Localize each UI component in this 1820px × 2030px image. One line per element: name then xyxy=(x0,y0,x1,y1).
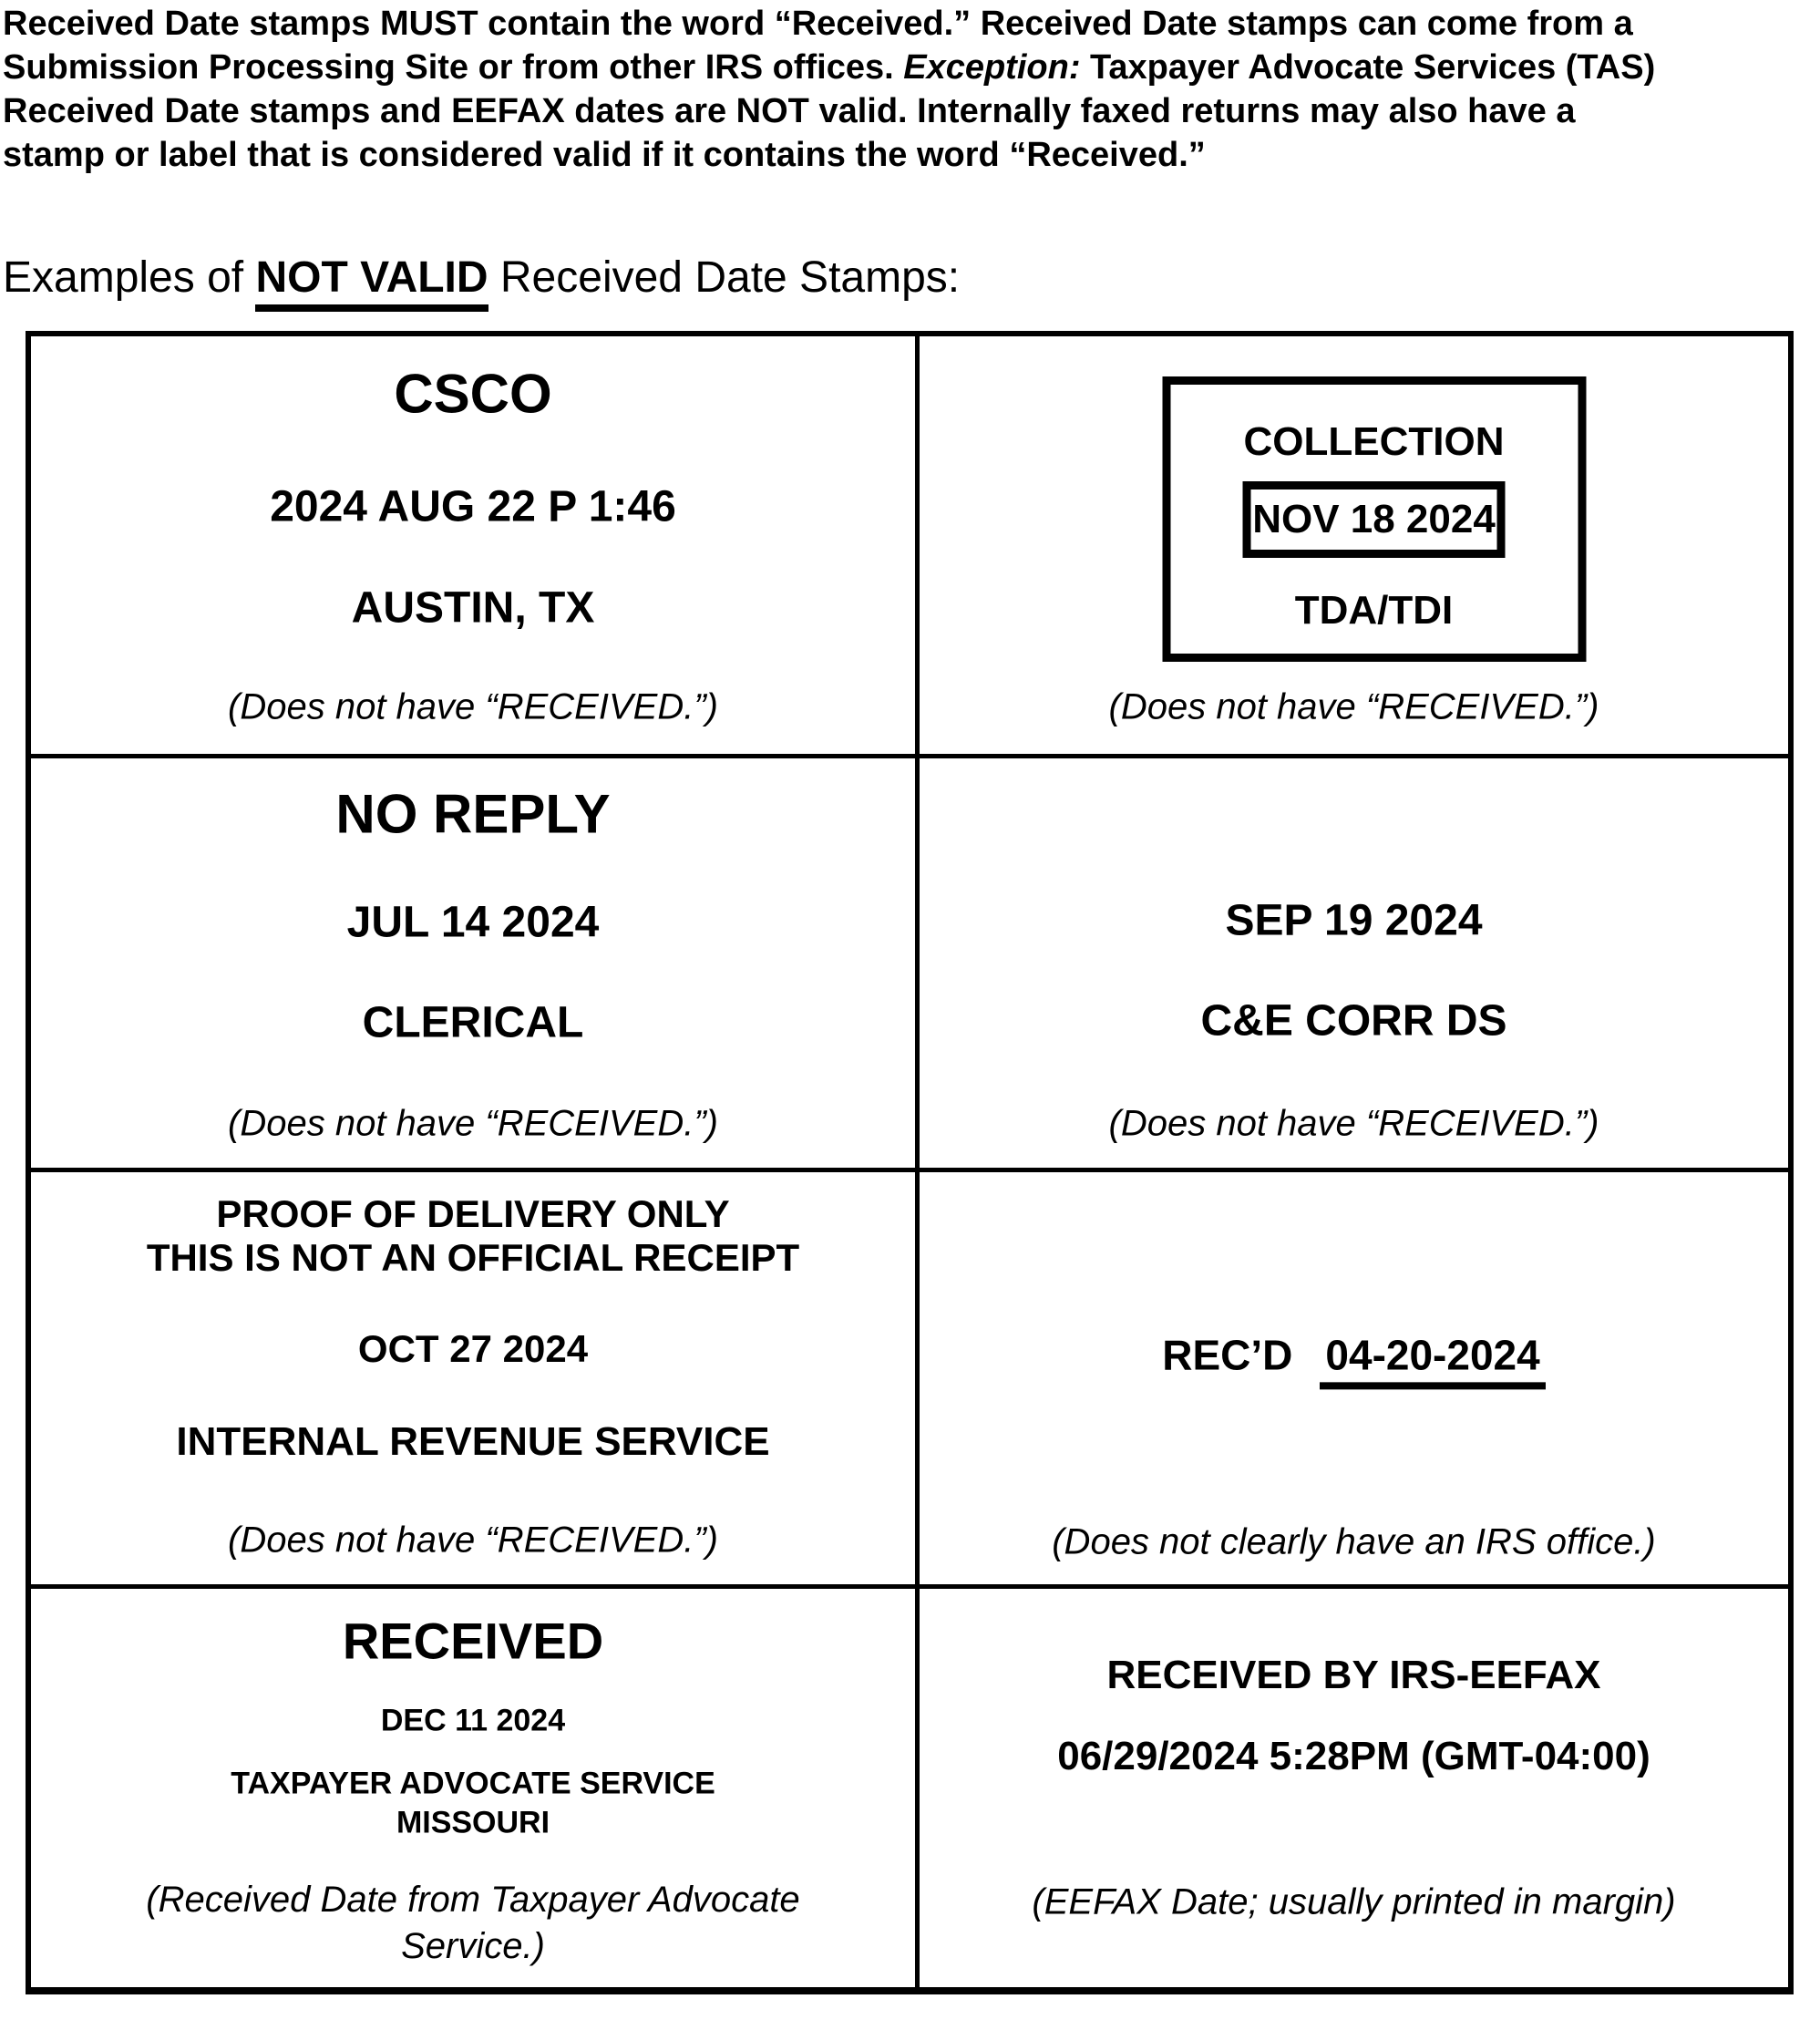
tas-title: RECEIVED xyxy=(342,1612,604,1670)
stamp-cell-ce-corr xyxy=(920,758,1788,1172)
proof-note: (Does not have “RECEIVED.”) xyxy=(228,1520,718,1561)
csco-date: 2024 AUG 22 P 1:46 xyxy=(270,482,676,531)
proof-date: OCT 27 2024 xyxy=(357,1327,589,1370)
stamp-cell-collection xyxy=(920,336,1788,758)
ce-corr-unit: C&E CORR DS xyxy=(1200,996,1507,1046)
recd-note: (Does not clearly have an IRS office.) xyxy=(1052,1521,1656,1562)
intro-line-3: Received Date stamps and EEFAX dates are NOT valid. Internally faxed returns may also have a xyxy=(3,92,1576,130)
ce-corr-note: (Does not have “RECEIVED.”) xyxy=(1108,1103,1599,1144)
intro-line-2-post: Taxpayer Advocate Services (TAS) xyxy=(1080,48,1656,87)
stamp-cell-recd xyxy=(920,1172,1788,1589)
collection-stamp-box xyxy=(1162,376,1586,662)
stamp-cell-tas-received xyxy=(31,1589,920,1987)
recd-line xyxy=(920,1330,1788,1389)
exception-emphasis: Exception: xyxy=(903,48,1081,87)
intro-line-1: Received Date stamps MUST contain the word “Received.” Received Date stamps can come from a xyxy=(3,5,1633,43)
no-reply-date: JUL 14 2024 xyxy=(346,898,600,947)
stamp-cell-proof-of-delivery xyxy=(31,1172,920,1589)
stamp-cell-no-reply xyxy=(31,758,920,1172)
stamp-cell-eefax xyxy=(920,1589,1788,1987)
examples-heading-suffix: Received Date Stamps: xyxy=(488,253,961,302)
collection-date-box xyxy=(1243,481,1506,558)
collection-date: NOV 18 2024 xyxy=(1252,497,1496,541)
stamp-examples-table xyxy=(26,331,1794,1994)
recd-label: REC’D xyxy=(1162,1331,1293,1379)
tas-note: (Received Date from Taxpayer Advocate Service.) xyxy=(146,1880,800,1966)
eefax-date: 06/29/2024 5:28PM (GMT-04:00) xyxy=(1057,1734,1650,1778)
not-valid-emphasis: NOT VALID xyxy=(255,255,488,312)
intro-line-4: stamp or label that is considered valid if it contains the word “Received.” xyxy=(3,136,1206,174)
ce-corr-date: SEP 19 2024 xyxy=(1225,896,1483,945)
intro-paragraph xyxy=(3,2,1655,177)
proof-line-1: PROOF OF DELIVERY ONLY xyxy=(216,1192,730,1235)
csco-location: AUSTIN, TX xyxy=(351,583,595,633)
stamp-cell-csco xyxy=(31,336,920,758)
tas-date: DEC 11 2024 xyxy=(380,1703,566,1738)
eefax-title: RECEIVED BY IRS-EEFAX xyxy=(1106,1653,1601,1697)
tas-state: MISSOURI xyxy=(396,1805,550,1840)
collection-title: COLLECTION xyxy=(1243,419,1505,464)
no-reply-note: (Does not have “RECEIVED.”) xyxy=(228,1103,718,1144)
intro-line-2-pre: Submission Processing Site or from other IRS offices. xyxy=(3,48,904,87)
proof-line-2: THIS IS NOT AN OFFICIAL RECEIPT xyxy=(146,1236,800,1279)
intro-line-2 xyxy=(3,46,1655,89)
csco-note: (Does not have “RECEIVED.”) xyxy=(228,686,718,727)
eefax-note: (EEFAX Date; usually printed in margin) xyxy=(1032,1881,1676,1922)
collection-note: (Does not have “RECEIVED.”) xyxy=(1108,686,1599,727)
examples-heading-prefix: Examples of xyxy=(3,253,256,302)
tas-agency: TAXPAYER ADVOCATE SERVICE xyxy=(231,1766,715,1801)
csco-title: CSCO xyxy=(394,363,552,425)
no-reply-title: NO REPLY xyxy=(335,783,611,845)
proof-agency: INTERNAL REVENUE SERVICE xyxy=(176,1419,770,1464)
examples-heading xyxy=(3,252,960,312)
no-reply-unit: CLERICAL xyxy=(362,998,584,1047)
recd-date: 04-20-2024 xyxy=(1320,1333,1545,1389)
collection-unit: TDA/TDI xyxy=(1294,588,1454,633)
